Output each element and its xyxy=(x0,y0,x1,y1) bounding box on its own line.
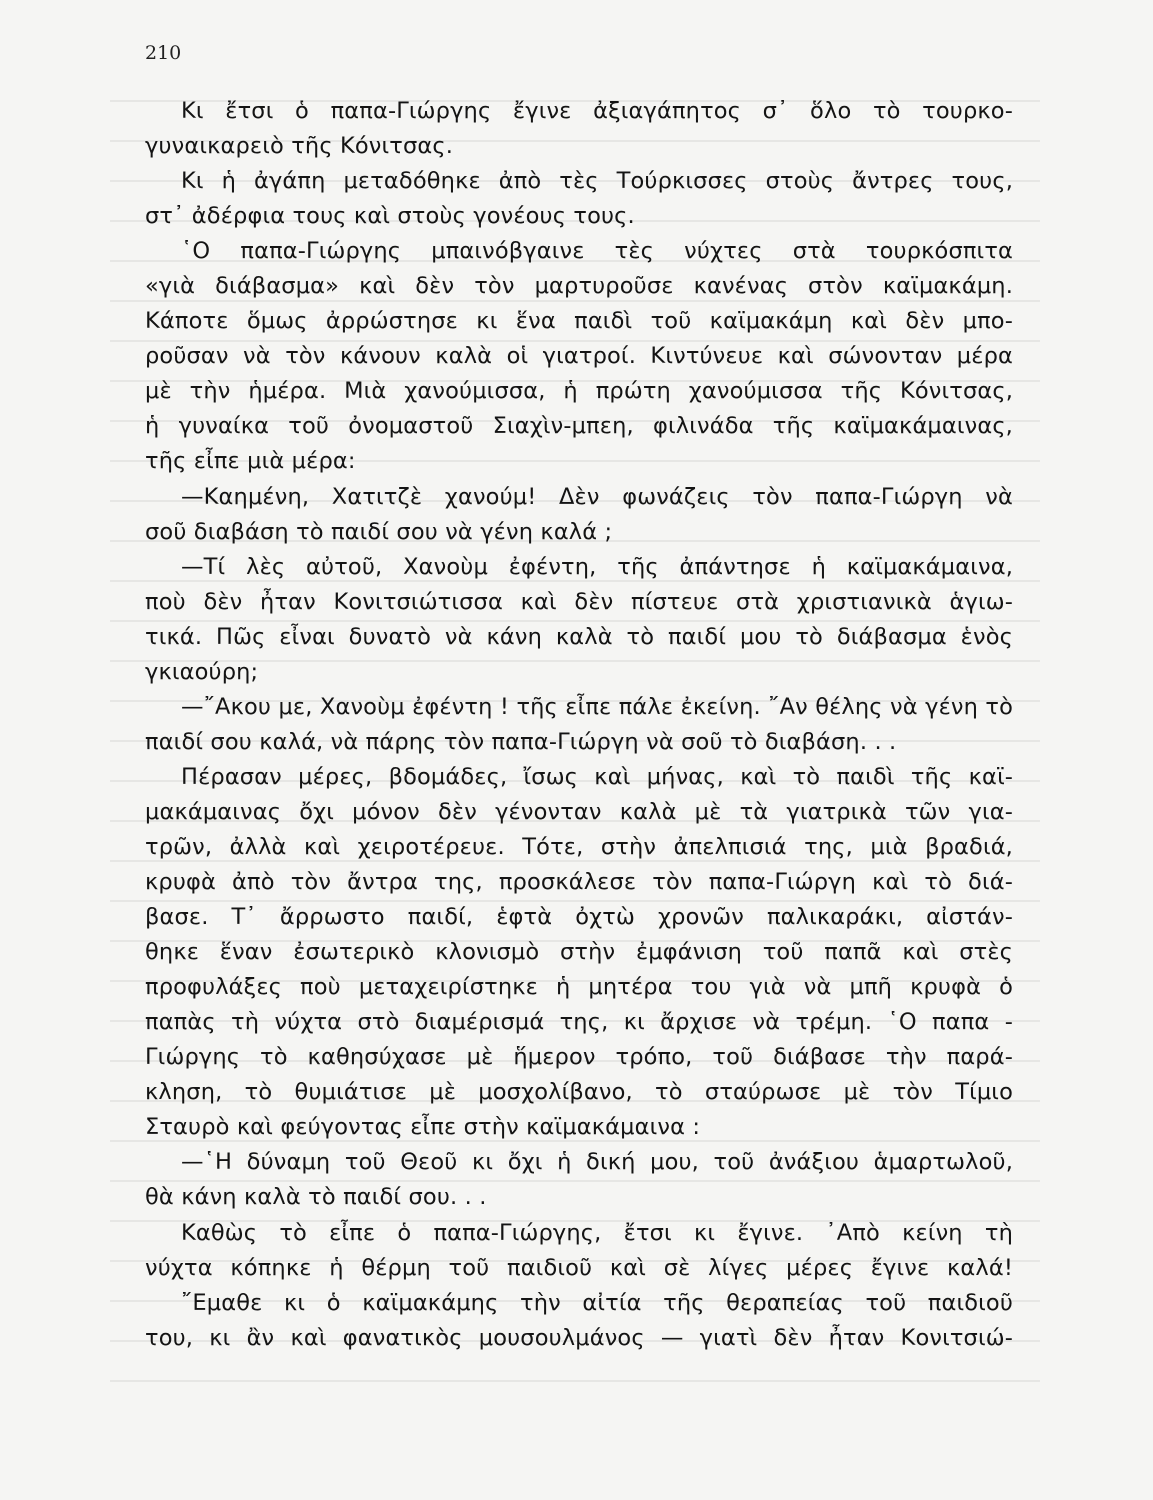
text-line: τρῶν, ἀλλὰ καὶ χειροτέρευε. Τότε, στὴν ἀπελπισιά της, μιὰ βραδιά, xyxy=(145,833,1013,860)
text-line: —Τί λὲς αὐτοῦ, Χανοὺμ ἐφέντη, τῆς ἀπάντησε ἡ καϊμακάμαινα, xyxy=(181,553,1013,580)
page-number: 210 xyxy=(145,42,182,64)
text-line: κληση, τὸ θυμιάτισε μὲ μοσχολίβανο, τὸ σταύρωσε μὲ τὸν Τίμιο xyxy=(145,1079,1013,1106)
text-line: γκιαούρη; xyxy=(145,658,259,685)
text-line: ῎Εμαθε κι ὁ καϊμακάμης τὴν αἰτία τῆς θεραπείας τοῦ παιδιοῦ xyxy=(181,1289,1013,1316)
text-line: Πέρασαν μέρες, βδομάδες, ἴσως καὶ μήνας, καὶ τὸ παιδὶ τῆς καϊ- xyxy=(181,763,1013,790)
text-line: βασε. Τ᾽ ἄρρωστο παιδί, ἑφτὰ ὀχτὼ χρονῶν παλικαράκι, αἰστάν- xyxy=(145,904,1013,931)
text-line: θὰ κάνη καλὰ τὸ παιδί σου. . . xyxy=(145,1184,487,1211)
text-line: νύχτα κόπηκε ἡ θέρμη τοῦ παιδιοῦ καὶ σὲ λίγες μέρες ἔγινε καλά! xyxy=(145,1254,1013,1281)
text-line: γυναικαρειὸ τῆς Κόνιτσας. xyxy=(145,133,454,160)
text-line: προφυλάξες ποὺ μεταχειρίστηκε ἡ μητέρα του γιὰ νὰ μπῆ κρυφὰ ὁ xyxy=(145,974,1013,1001)
text-line: κρυφὰ ἀπὸ τὸν ἄντρα της, προσκάλεσε τὸν παπα-Γιώργη καὶ τὸ διά- xyxy=(145,869,1013,896)
text-line: θηκε ἕναν ἐσωτερικὸ κλονισμὸ στὴν ἐμφάνιση τοῦ παπᾶ καὶ στὲς xyxy=(145,939,1013,966)
text-line: τικά. Πῶς εἶναι δυνατὸ νὰ κάνη καλὰ τὸ παιδί μου τὸ διάβασμα ἑνὸς xyxy=(145,623,1013,650)
text-line: παπὰς τὴ νύχτα στὸ διαμέρισμά της, κι ἄρχισε νὰ τρέμη. ῾Ο παπα - xyxy=(145,1009,1013,1036)
text-line: μὲ τὴν ἡμέρα. Μιὰ χανούμισσα, ἡ πρώτη χανούμισσα τῆς Κόνιτσας, xyxy=(145,378,1013,405)
text-line: ροῦσαν νὰ τὸν κάνουν καλὰ οἱ γιατροί. Κιντύνευε καὶ σώνονταν μέρα xyxy=(145,343,1013,370)
text-line: ἡ γυναίκα τοῦ ὀνομαστοῦ Σιαχὶν-μπεη, φιλινάδα τῆς καϊμακάμαινας, xyxy=(145,413,1013,440)
text-line: παιδί σου καλά, νὰ πάρης τὸν παπα-Γιώργη νὰ σοῦ τὸ διαβάση. . . xyxy=(145,728,897,755)
text-line: σοῦ διαβάση τὸ παιδί σου νὰ γένη καλά ; xyxy=(145,518,613,545)
text-line: «γιὰ διάβασμα» καὶ δὲν τὸν μαρτυροῦσε κανένας στὸν καϊμακάμη. xyxy=(145,273,1013,300)
text-line: Κι ἡ ἀγάπη μεταδόθηκε ἀπὸ τὲς Τούρκισσες στοὺς ἄντρες τους, xyxy=(181,168,1013,195)
body-text xyxy=(145,94,1013,1356)
text-line: Κι ἔτσι ὁ παπα-Γιώργης ἔγινε ἀξιαγάπητος σ᾽ ὅλο τὸ τουρκο- xyxy=(181,98,1013,124)
text-line: ῾Ο παπα-Γιώργης μπαινόβγαινε τὲς νύχτες στὰ τουρκόσπιτα xyxy=(181,238,1013,265)
text-line: μακάμαινας ὄχι μόνον δὲν γένονταν καλὰ μὲ τὰ γιατρικὰ τῶν για- xyxy=(145,798,1013,825)
text-line: του, κι ἂν καὶ φανατικὸς μουσουλμάνος — γιατὶ δὲν ἦταν Κονιτσιώ- xyxy=(145,1324,1013,1351)
text-line: —Καημένη, Χατιτζὲ χανούμ! Δὲν φωνάζεις τὸν παπα-Γιώργη νὰ xyxy=(181,483,1013,510)
text-line: Σταυρὸ καὶ φεύγοντας εἶπε στὴν καϊμακάμαινα : xyxy=(145,1114,701,1141)
text-line: Καθὼς τὸ εἶπε ὁ παπα-Γιώργης, ἔτσι κι ἔγινε. ᾽Απὸ κείνη τὴ xyxy=(181,1219,1013,1246)
text-line: τῆς εἶπε μιὰ μέρα: xyxy=(145,448,356,475)
text-line: —῾Η δύναμη τοῦ Θεοῦ κι ὄχι ἡ δική μου, τοῦ ἀνάξιου ἁμαρτωλοῦ, xyxy=(181,1149,1013,1176)
text-line: ποὺ δὲν ἦταν Κονιτσιώτισσα καὶ δὲν πίστευε στὰ χριστιανικὰ ἁγιω- xyxy=(145,588,1013,615)
text-line: στ᾽ ἀδέρφια τους καὶ στοὺς γονέους τους. xyxy=(145,203,635,230)
text-line: —῎Ακου με, Χανοὺμ ἐφέντη ! τῆς εἶπε πάλε ἐκείνη. ῎Αν θέλης νὰ γένη τὸ xyxy=(181,693,1013,720)
text-line: Γιώργης τὸ καθησύχασε μὲ ἥμερον τρόπο, τοῦ διάβασε τὴν παρά- xyxy=(145,1044,1013,1071)
text-line: Κάποτε ὅμως ἀρρώστησε κι ἕνα παιδὶ τοῦ καϊμακάμη καὶ δὲν μπο- xyxy=(145,308,1013,335)
